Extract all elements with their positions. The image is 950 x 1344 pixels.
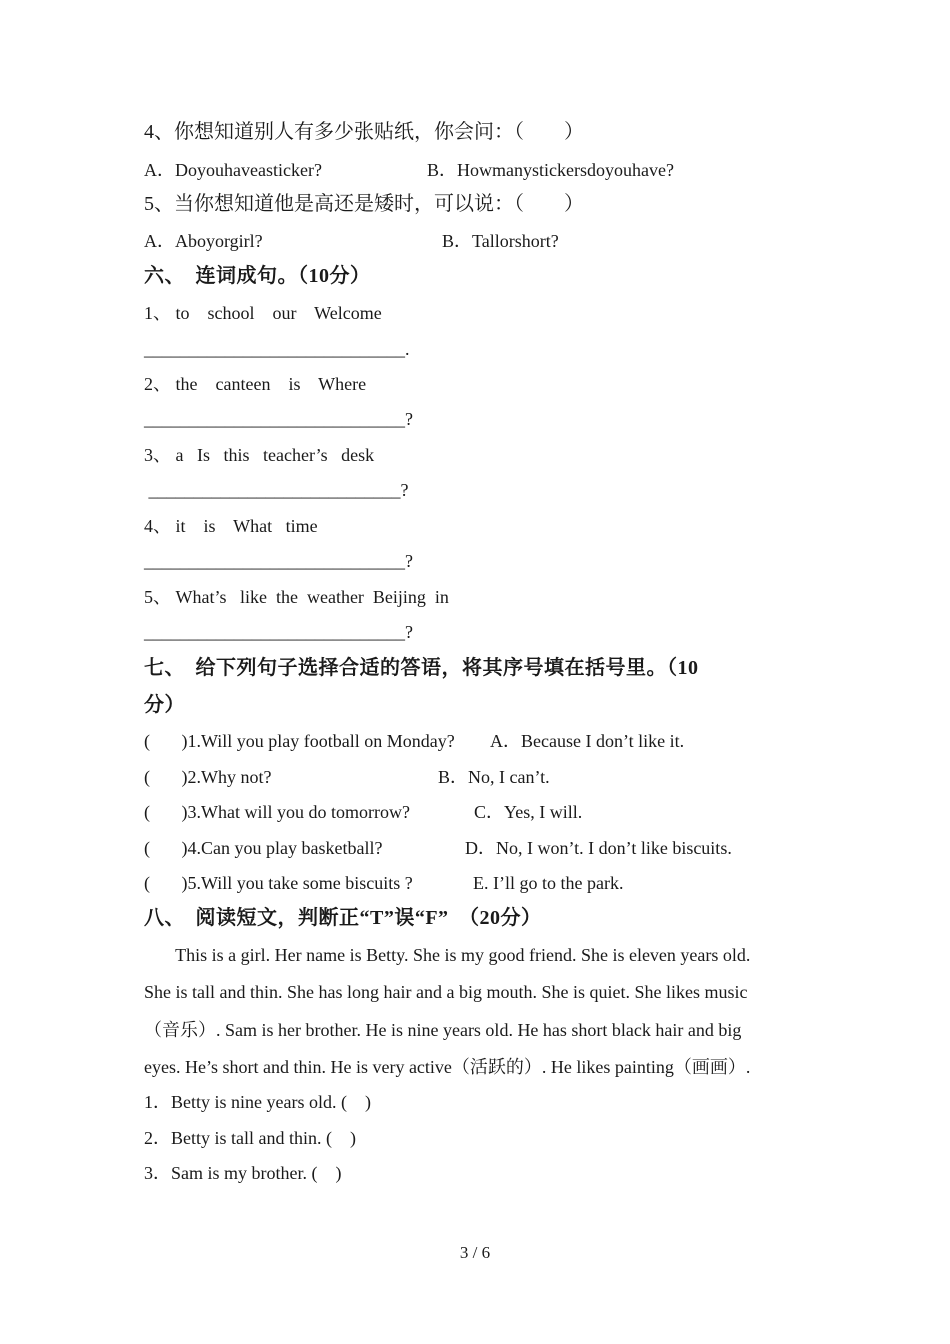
section-7-row-4-answer: D．No, I won’t. I don’t like biscuits. <box>465 838 732 858</box>
question-5-option-b: B．Tallorshort? <box>442 231 559 251</box>
section-6-item-4-words: 4、 it is What time <box>144 516 318 536</box>
section-7-row-5-answer: E. I’ll go to the park. <box>473 873 624 893</box>
page-number: 3 / 6 <box>459 1243 491 1262</box>
section-7-row-4-question: ( )4.Can you play basketball? <box>144 838 383 858</box>
section-7-row-2-answer: B．No, I can’t. <box>438 767 550 787</box>
question-4-option-a: A．Doyouhaveasticker? <box>144 160 322 180</box>
section-6-item-4-answer-line: _____________________________? <box>144 551 413 571</box>
question-4-stem: 4、你想知道别人有多少张贴纸，你会问：（ ） <box>144 121 584 143</box>
section-7-row-3-answer: C．Yes, I will. <box>474 802 583 822</box>
passage-line-2: She is tall and thin. She has long hair and a big mouth. She is quiet. She likes music <box>144 982 748 1002</box>
section-6-item-5-answer-line: _____________________________? <box>144 622 413 642</box>
passage-line-4: eyes. He’s short and thin. He is very active（活跃的）. He likes painting（画画）. <box>144 1057 751 1077</box>
true-false-question-2: 2．Betty is tall and thin. ( ) <box>144 1128 356 1148</box>
question-5-option-a: A．Aboyorgirl? <box>144 231 263 251</box>
question-4-option-b: B．Howmanystickersdoyouhave? <box>427 160 674 180</box>
passage-line-3: （音乐）. Sam is her brother. He is nine years old. He has short black hair and big <box>144 1020 742 1040</box>
section-6-item-3-words: 3、 a Is this teacher’s desk <box>144 445 375 465</box>
section-8-heading: 八、 阅读短文，判断正“T”误“F” （20分） <box>144 907 542 929</box>
question-5-stem: 5、当你想知道他是高还是矮时，可以说：（ ） <box>144 193 584 215</box>
section-6-item-3-answer-line: ____________________________? <box>144 480 409 500</box>
passage-line-1: This is a girl. Her name is Betty. She is my good friend. She is eleven years old. <box>144 945 751 965</box>
section-7-heading: 七、 给下列句子选择合适的答语，将其序号填在括号里。（10 <box>144 657 699 679</box>
true-false-question-3: 3．Sam is my brother. ( ) <box>144 1163 342 1183</box>
section-6-item-2-words: 2、 the canteen is Where <box>144 374 367 394</box>
section-6-item-1-answer-line: _____________________________. <box>144 339 410 359</box>
section-6-heading: 六、 连词成句。（10分） <box>144 265 371 287</box>
section-7-heading-continued: 分） <box>144 694 185 716</box>
true-false-question-1: 1．Betty is nine years old. ( ) <box>144 1092 371 1112</box>
section-7-row-1-answer: A．Because I don’t like it. <box>490 731 685 751</box>
section-6-item-2-answer-line: _____________________________? <box>144 409 413 429</box>
section-6-item-1-words: 1、 to school our Welcome <box>144 303 382 323</box>
section-7-row-3-question: ( )3.What will you do tomorrow? <box>144 802 410 822</box>
section-6-item-5-words: 5、 What’s like the weather Beijing in <box>144 587 449 607</box>
section-7-row-1-question: ( )1.Will you play football on Monday? <box>144 731 455 751</box>
section-7-row-5-question: ( )5.Will you take some biscuits ? <box>144 873 413 893</box>
section-7-row-2-question: ( )2.Why not? <box>144 767 272 787</box>
